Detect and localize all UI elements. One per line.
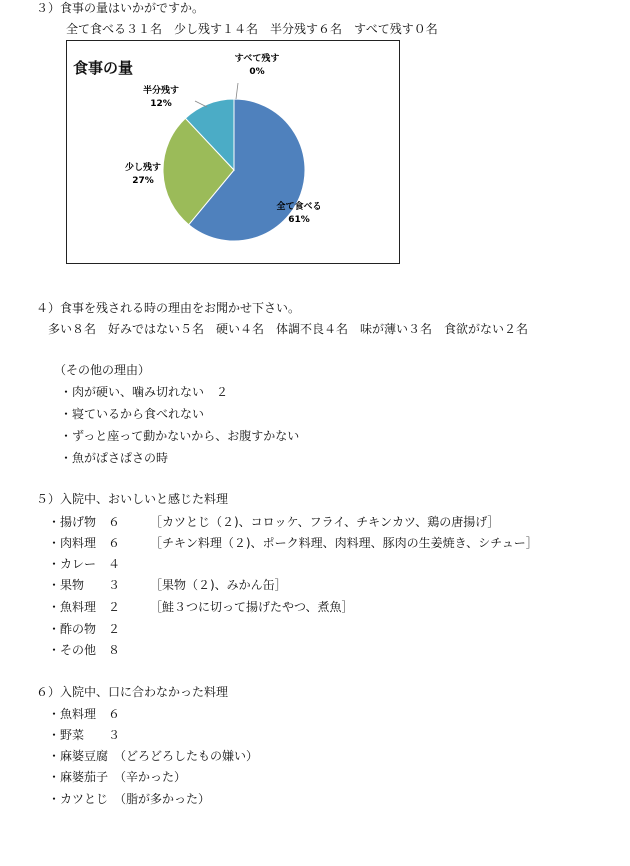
q3-summary: 全て食べる３１名 少し残す１４名 半分残す６名 すべて残す０名	[66, 22, 438, 36]
q6-item: ・魚料理 ６	[48, 707, 121, 721]
q4-other-item: ・魚がぱさぱさの時	[60, 451, 169, 465]
q5-item-name: ・魚料理 ２	[48, 600, 121, 614]
q4-other-item: ・寝ているから食べれない	[60, 407, 205, 421]
q5-item-detail: ［カツとじ（２)、コロッケ、フライ、チキンカツ、鶏の唐揚げ］	[150, 515, 500, 529]
q6-item: ・麻婆茄子 （辛かった）	[48, 770, 187, 784]
slice-percent-label: 27%	[132, 176, 154, 186]
q5-item-detail: ［鮭３つに切って揚げたやつ、煮魚］	[150, 600, 354, 614]
q3-heading: ３）食事の量はいかがですか。	[36, 1, 205, 15]
q5-item-name: ・その他 ８	[48, 643, 121, 657]
slice-label: すべて残す	[234, 54, 280, 64]
q5-item-name: ・揚げ物 ６	[48, 515, 121, 529]
q4-other-item: ・肉が硬い、噛み切れない ２	[60, 385, 229, 399]
q5-item-detail: ［チキン料理（２)、ポーク料理、肉料理、豚肉の生姜焼き、シチュー］	[150, 536, 538, 550]
q4-other-item: ・ずっと座って動かないから、お腹すかない	[60, 429, 300, 443]
q5-item-detail: ［果物（２)、みかん缶］	[150, 578, 287, 592]
slice-label: 半分残す	[142, 86, 180, 96]
leader-line	[195, 101, 207, 107]
q5-item-name: ・酢の物 ２	[48, 622, 121, 636]
q6-item: ・カツとじ （脂が多かった）	[48, 792, 211, 806]
pie-chart	[67, 41, 399, 263]
slice-percent-label: 61%	[288, 215, 310, 225]
slice-label: 少し残す	[124, 163, 162, 173]
q6-item: ・麻婆豆腐 （どろどろしたもの嫌い）	[48, 749, 259, 763]
q5-item-name: ・果物 ３	[48, 578, 121, 592]
q4-heading: ４）食事を残される時の理由をお聞かせ下さい。	[36, 301, 301, 315]
slice-percent-label: 12%	[150, 99, 172, 109]
q6-heading: ６）入院中、口に合わなかった料理	[36, 685, 229, 699]
slice-percent-label: 0%	[249, 67, 265, 77]
q5-heading: ５）入院中、おいしいと感じた料理	[36, 492, 229, 506]
pie-chart-frame	[66, 40, 400, 264]
chart-title: 食事の量	[73, 59, 134, 77]
leader-line	[236, 83, 238, 99]
q4-other-heading: （その他の理由）	[54, 363, 151, 377]
q5-item-name: ・カレー ４	[48, 557, 121, 571]
q4-summary: 多い８名 好みではない５名 硬い４名 体調不良４名 味が薄い３名 食欲がない２名	[48, 322, 529, 336]
slice-label: 全て食べる	[276, 202, 322, 212]
q6-item: ・野菜 ３	[48, 728, 121, 742]
q5-item-name: ・肉料理 ６	[48, 536, 121, 550]
